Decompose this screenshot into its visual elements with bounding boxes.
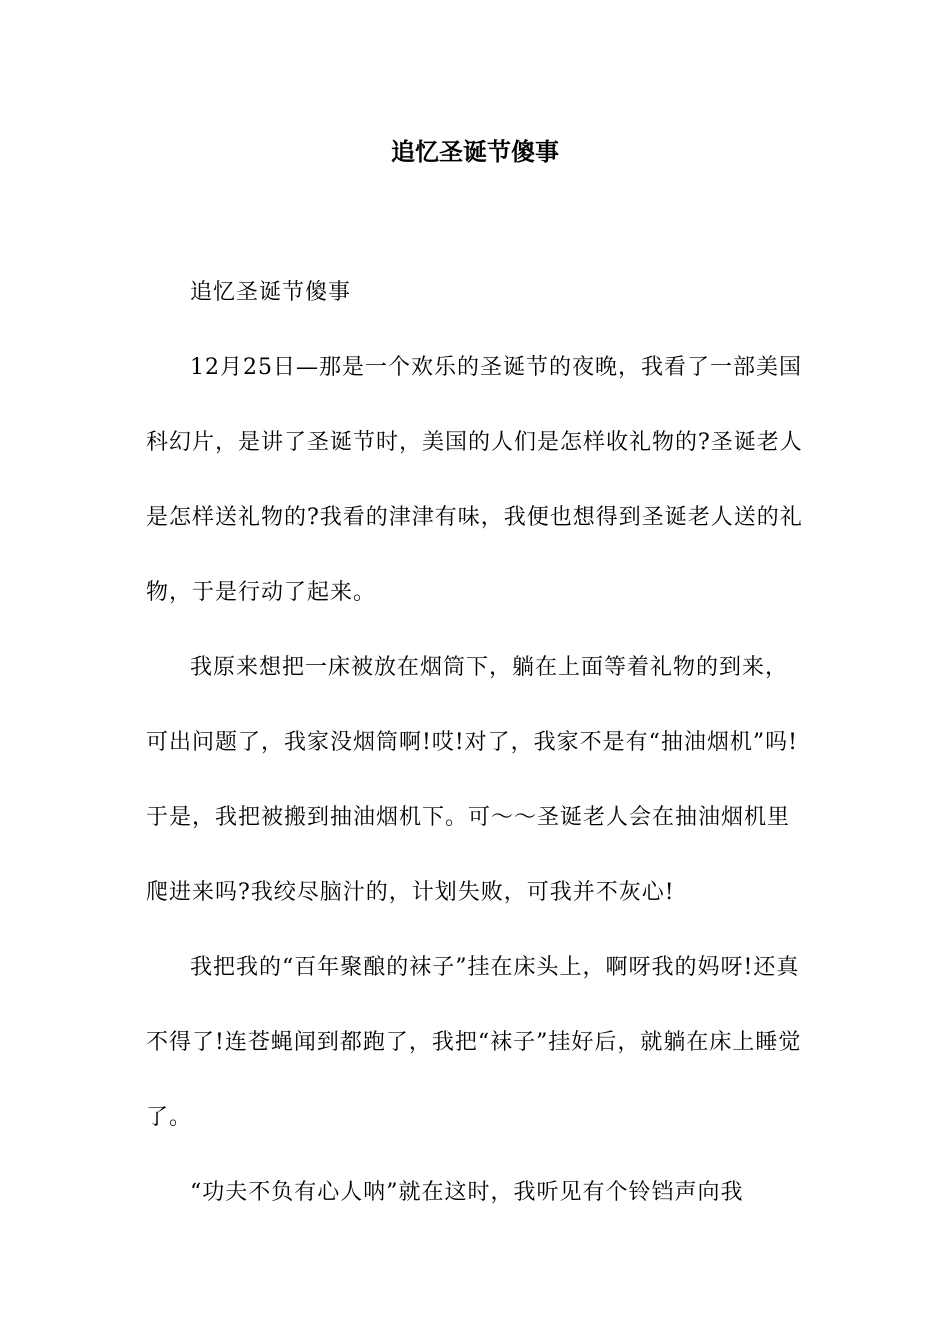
- paragraph-4: “功夫不负有心人呐”就在这时，我听见有个铃铛声向我: [190, 1180, 744, 1205]
- paragraph-subtitle: 追忆圣诞节傻事: [190, 280, 352, 305]
- document-body: [146, 255, 808, 1230]
- document-title: 追忆圣诞节傻事: [391, 137, 559, 166]
- paragraph-3: 我把我的“百年聚酿的袜子”挂在床头上，啊呀我的妈呀!还真不得了!连苍蝇闻到都跑了，我把“袜子”挂好后，就躺在床上睡觉了。: [146, 955, 802, 1130]
- paragraph-2: 我原来想把一床被放在烟筒下，躺在上面等着礼物的到来，可出问题了，我家没烟筒啊!哎!对了，我家不是有“抽油烟机”吗!于是，我把被搬到抽油烟机下。可～～圣诞老人会在抽油烟机里爬进来吗?我绞尽脑汁的，计划失败，可我并不灰心!: [146, 655, 799, 905]
- paragraph-1: 12月25日—那是一个欢乐的圣诞节的夜晚，我看了一部美国科幻片，是讲了圣诞节时，美国的人们是怎样收礼物的?圣诞老人是怎样送礼物的?我看的津津有味，我便也想得到圣诞老人送的礼物，于是行动了起来。: [146, 355, 803, 605]
